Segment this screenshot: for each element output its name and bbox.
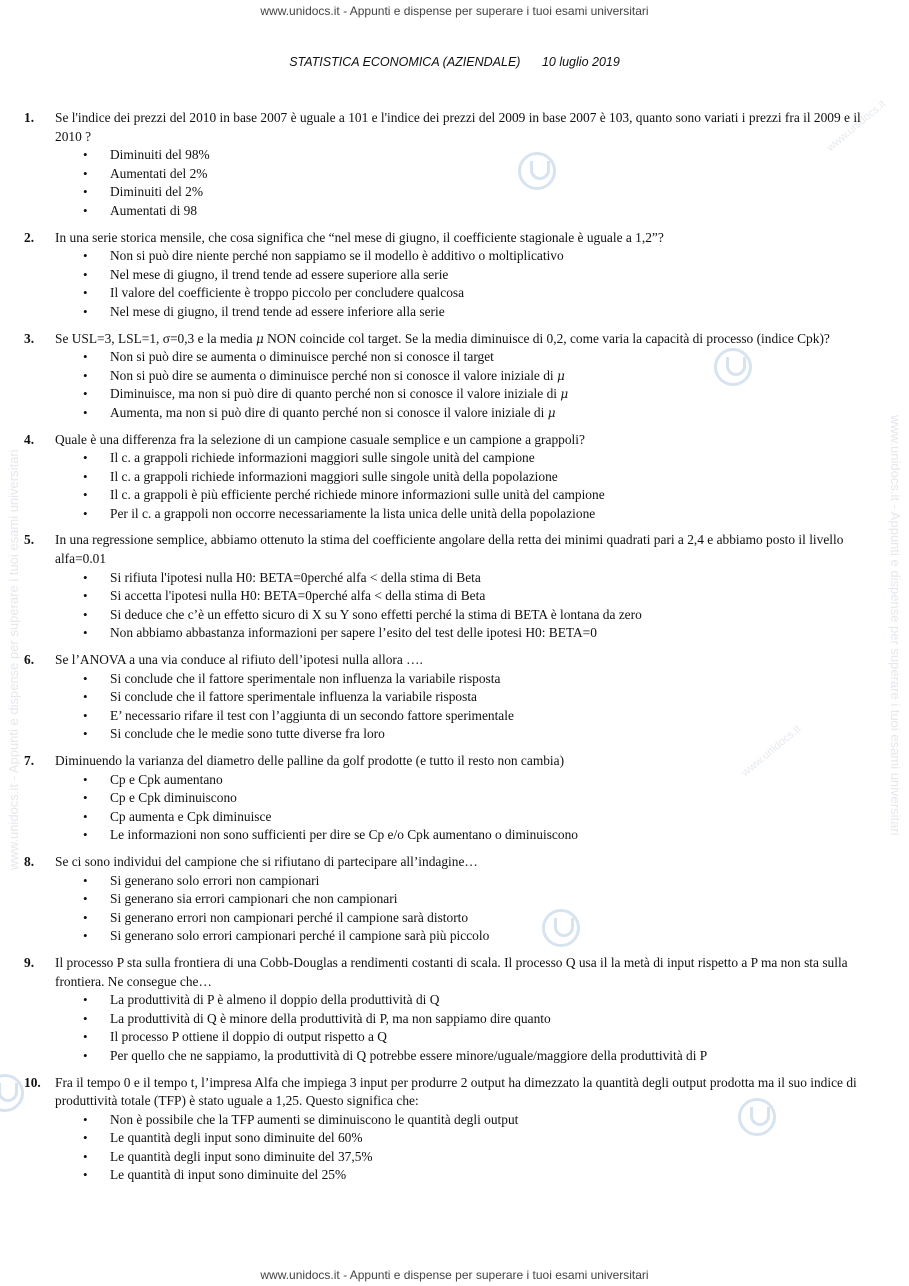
answer-option: • Le quantità degli input sono diminuite del 60%: [55, 1129, 886, 1148]
answer-option: • La produttività di P è almeno il doppio della produttività di Q: [55, 991, 886, 1010]
answer-option: • Diminuiti del 2%: [55, 183, 886, 202]
question-text: Diminuendo la varianza del diametro delle palline da golf prodotte (e tutto il resto non cambia): [55, 753, 565, 768]
question-1: [24, 109, 886, 221]
answer-option: • Per quello che ne sappiamo, la produttività di Q potrebbe essere minore/uguale/maggiore della produttività di P: [55, 1047, 886, 1066]
question-2: [24, 229, 886, 322]
course-title: STATISTICA ECONOMICA (AZIENDALE): [289, 55, 521, 69]
bottom-watermark-banner: www.unidocs.it - Appunti e dispense per superare i tuoi esami universitari: [260, 1268, 649, 1282]
answer-option: • Diminuiti del 98%: [55, 146, 886, 165]
question-number: 7.: [24, 753, 35, 768]
question-number: 6.: [24, 652, 35, 668]
answer-options: [55, 146, 886, 220]
answer-option: • Si generano sia errori campionari che non campionari: [55, 890, 886, 909]
answer-option: • Si accetta l'ipotesi nulla H0: BETA=0perché alfa < della stima di Beta: [55, 587, 886, 606]
question-text: Se l'indice dei prezzi del 2010 in base 2007 è uguale a 101 e l'indice dei prezzi del 2009 in base 2007 è 103, quanto sono variati i prezzi fra il 2009 e il 2010 ?: [55, 110, 861, 144]
mu-symbol: μ: [560, 387, 569, 402]
answer-option: • Il valore del coefficiente è troppo piccolo per concludere qualcosa: [55, 284, 886, 303]
answer-option: • E’ necessario rifare il test con l’aggiunta di un secondo fattore sperimentale: [55, 707, 886, 726]
answer-option: • Aumentati del 2%: [55, 165, 886, 184]
exam-date: 10 luglio 2019: [541, 55, 620, 69]
answer-option: • Si conclude che le medie sono tutte diverse fra loro: [55, 725, 886, 744]
question-7: [24, 752, 886, 845]
answer-option: • Si conclude che il fattore sperimentale influenza la variabile risposta: [55, 688, 886, 707]
question-text: In una regressione semplice, abbiamo ottenuto la stima del coefficiente angolare della retta dei minimi quadrati pari a 2,4 e abbiamo posto il livello alfa=0.01: [55, 532, 844, 567]
answer-option: • Aumentati di 98: [55, 202, 886, 221]
question-number: 2.: [24, 229, 35, 245]
answer-option: • Le informazioni non sono sufficienti per dire se Cp e/o Cpk aumentano o diminuiscono: [55, 826, 886, 845]
question-number: 8.: [24, 853, 35, 869]
question-number: 9.: [24, 954, 35, 970]
question-text: Se l’ANOVA a una via conduce al rifiuto dell’ipotesi nulla allora ….: [55, 652, 423, 668]
question-8: [24, 853, 886, 946]
answer-option: • Il c. a grappoli è più efficiente perché richiede minore informazioni sulle unità del campione: [55, 486, 886, 505]
answer-option: • La produttività di Q è minore della produttività di P, ma non sappiamo dire quanto: [55, 1010, 886, 1029]
answer-options: [55, 670, 886, 744]
answer-options: [55, 991, 886, 1065]
mu-symbol: μ: [556, 368, 565, 383]
answer-option: • Nel mese di giugno, il trend tende ad essere superiore alla serie: [55, 266, 886, 285]
exam-header: [0, 55, 909, 69]
answer-option: • Si rifiuta l'ipotesi nulla H0: BETA=0perché alfa < della stima di Beta: [55, 569, 886, 588]
question-text-part: Se USL=3, LSL=1, σ=0,3 e la media: [55, 330, 253, 346]
answer-option: • Si deduce che c’è un effetto sicuro di X su Y sono effetti perché la stima di BETA è lontana da zero: [55, 606, 886, 625]
answer-option-text: Diminuisce, ma non si può dire di quanto perché non si conosce il valore iniziale di: [110, 386, 557, 402]
answer-option: • Cp aumenta e Cpk diminuisce: [55, 808, 886, 827]
answer-options: [55, 771, 886, 845]
answer-option: • Non è possibile che la TFP aumenti se diminuiscono le quantità degli output: [55, 1111, 886, 1130]
mu-symbol: μ: [547, 405, 556, 420]
answer-option: [55, 404, 886, 423]
question-text: In una serie storica mensile, che cosa significa che “nel mese di giugno, il coefficiente stagionale è uguale a 1,2”?: [55, 229, 664, 245]
question-6: [24, 651, 886, 744]
answer-option: • Non si può dire niente perché non sappiamo se il modello è additivo o moltiplicativo: [55, 247, 886, 266]
answer-option: • Si conclude che il fattore sperimentale non influenza la variabile risposta: [55, 670, 886, 689]
question-number: 4.: [24, 431, 35, 447]
answer-option: • Non si può dire se aumenta o diminuisce perché non si conosce il target: [55, 348, 886, 367]
answer-options: [55, 569, 886, 643]
top-watermark-banner: www.unidocs.it - Appunti e dispense per superare i tuoi esami universitari: [260, 4, 649, 18]
answer-options: [55, 449, 886, 523]
question-text: Il processo P sta sulla frontiera di una Cobb-Douglas a rendimenti costanti di scala. Il processo Q usa il la metà di input rispetto a P ma non sta sulla frontiera. Ne consegue che…: [55, 954, 848, 989]
answer-options: [55, 1111, 886, 1185]
diagonal-watermark: www.unidocs.it: [824, 98, 889, 154]
question-text: Fra il tempo 0 e il tempo t, l’impresa Alfa che impiega 3 input per produrre 2 output ha dimezzato la quantità degli output prodotta ma il suo indice di produttività totale (TFP) è stato uguale a 1,25. Questo significa che:: [55, 1074, 857, 1109]
question-number: 10.: [24, 1074, 41, 1090]
answer-option: • Le quantità di input sono diminuite del 25%: [55, 1166, 886, 1185]
answer-options: [55, 247, 886, 321]
question-text: Se ci sono individui del campione che si rifiutano di partecipare all’indagine…: [55, 853, 478, 869]
answer-option: • Nel mese di giugno, il trend tende ad essere inferiore alla serie: [55, 303, 886, 322]
question-number: 3.: [24, 330, 35, 346]
right-side-watermark: www.unidocs.it - Appunti e dispense per superare i tuoi esami universitari: [888, 415, 903, 836]
question-4: [24, 431, 886, 524]
answer-option: [55, 385, 886, 404]
answer-option: • Per il c. a grappoli non occorre necessariamente la lista unica delle unità della popolazione: [55, 505, 886, 524]
question-9: [24, 954, 886, 1066]
mu-symbol: μ: [255, 331, 264, 346]
question-5: [24, 531, 886, 643]
question-number: 1.: [24, 110, 35, 125]
question-number: 5.: [24, 532, 35, 548]
question-10: [24, 1074, 886, 1186]
answer-option: • Il processo P ottiene il doppio di output rispetto a Q: [55, 1028, 886, 1047]
question-text: Quale è una differenza fra la selezione di un campione casuale semplice e un campione a grappoli?: [55, 431, 585, 447]
answer-options: [55, 872, 886, 946]
answer-option: • Le quantità degli input sono diminuite del 37,5%: [55, 1148, 886, 1167]
answer-options: [55, 348, 886, 422]
question-text: [55, 330, 886, 349]
left-side-watermark: www.unidocs.it - Appunti e dispense per superare i tuoi esami universitari: [6, 449, 21, 870]
answer-option: • Si generano solo errori non campionari: [55, 872, 886, 891]
answer-option: • Cp e Cpk diminuiscono: [55, 789, 886, 808]
answer-option: • Il c. a grappoli richiede informazioni maggiori sulle singole unità del campione: [55, 449, 886, 468]
question-3: [24, 330, 886, 423]
answer-option: [55, 367, 886, 386]
answer-option: • Non abbiamo abbastanza informazioni per sapere l’esito del test delle ipotesi H0: BETA=0: [55, 624, 886, 643]
question-list: [24, 109, 886, 1193]
answer-option: • Il c. a grappoli richiede informazioni maggiori sulle singole unità della popolazione: [55, 468, 886, 487]
question-text-part: NON coincide col target. Se la media diminuisce di 0,2, come varia la capacità di processo (indice Cpk)?: [267, 330, 830, 346]
diagonal-watermark: www.unidocs.it: [739, 723, 804, 779]
answer-option: • Cp e Cpk aumentano: [55, 771, 886, 790]
answer-option-text: Non si può dire se aumenta o diminuisce perché non si conosce il valore iniziale di: [110, 367, 554, 383]
unidocs-logo-icon: [0, 1074, 24, 1112]
answer-option-text: Aumenta, ma non si può dire di quanto perché non si conosce il valore iniziale di: [110, 404, 545, 420]
answer-option: • Si generano solo errori campionari perché il campione sarà più piccolo: [55, 927, 886, 946]
answer-option: • Si generano errori non campionari perché il campione sarà distorto: [55, 909, 886, 928]
